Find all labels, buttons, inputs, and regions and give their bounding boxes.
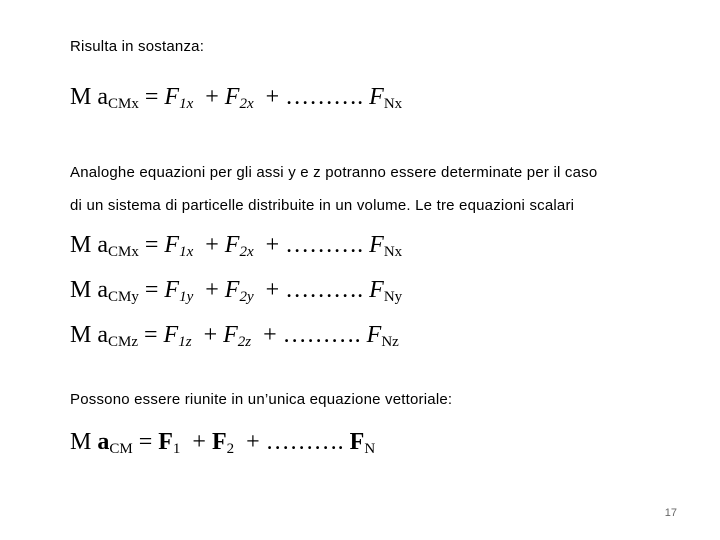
paragraph-line-2: di un sistema di particelle distribuite in un volume. Le tre equazioni scalari [70,197,575,214]
force-1: F [158,429,173,455]
equals-sign: = [144,84,159,110]
force-2-subscript: 2x [239,96,254,112]
force-n: F [366,322,382,348]
plus-sign: + [263,322,277,348]
plus-sign: + [265,84,280,110]
force-1: F [164,232,180,258]
force-2: F [211,429,227,455]
equation-y [70,277,403,305]
equation-z [70,322,399,350]
force-n-subscript: Nx [383,244,403,260]
force-1-subscript: 1z [178,334,192,350]
plus-sign: + [265,232,280,258]
lhs-subscript: CMz [108,334,138,350]
equation-sum-x [70,84,403,112]
vector-intro-text: Possono essere riunite in un’unica equazione vettoriale: [70,391,453,408]
lhs-mass: M [70,429,92,455]
force-n-subscript: Nz [381,334,399,350]
force-2: F [223,322,238,348]
force-2: F [224,232,240,258]
force-1: F [164,277,180,303]
plus-sign: + [205,277,219,303]
force-n-subscript: Ny [383,289,403,305]
lhs-subscript: CMy [108,289,139,305]
plus-sign: + [203,322,218,348]
force-n: F [349,429,365,455]
force-2-subscript: 2x [239,244,254,260]
equals-sign: = [144,322,158,348]
lhs-subscript: CM [109,441,133,457]
equation-vector [70,429,376,457]
plus-sign: + [205,232,219,258]
equation-x [70,232,403,260]
force-1: F [164,84,180,110]
equals-sign: = [138,429,153,455]
lhs-subscript: CMx [108,244,139,260]
paragraph-line-1: Analoghe equazioni per gli assi y e z potranno essere determinate per il caso [70,164,598,181]
ellipsis: ………. [285,232,364,258]
plus-sign: + [192,429,206,455]
plus-sign: + [265,277,280,303]
force-2-subscript: 2 [226,441,235,457]
force-n-subscript: Nx [383,96,403,112]
intro-text: Risulta in sostanza: [70,38,205,55]
force-n: F [369,277,384,303]
page-number: 17 [664,507,677,519]
ellipsis: ………. [282,322,361,348]
lhs: M a [70,322,108,348]
ellipsis: ………. [285,84,364,110]
force-1-subscript: 1 [172,441,181,457]
lhs-acceleration: a [97,429,110,455]
lhs: M a [70,84,108,110]
force-n: F [369,84,384,110]
lhs: M a [70,277,108,303]
equals-sign: = [144,277,159,303]
plus-sign: + [246,429,260,455]
lhs: M a [70,232,108,258]
equals-sign: = [144,232,159,258]
force-1: F [163,322,179,348]
force-2-subscript: 2z [237,334,252,350]
force-2-subscript: 2y [239,289,254,305]
force-2: F [224,84,240,110]
force-1-subscript: 1x [179,244,194,260]
force-n-subscript: N [364,441,376,457]
force-n: F [369,232,384,258]
lhs-subscript: CMx [108,96,139,112]
force-2: F [224,277,240,303]
plus-sign: + [205,84,219,110]
ellipsis: ………. [285,277,364,303]
force-1-subscript: 1x [179,96,194,112]
ellipsis: ………. [265,429,344,455]
force-1-subscript: 1y [179,289,194,305]
